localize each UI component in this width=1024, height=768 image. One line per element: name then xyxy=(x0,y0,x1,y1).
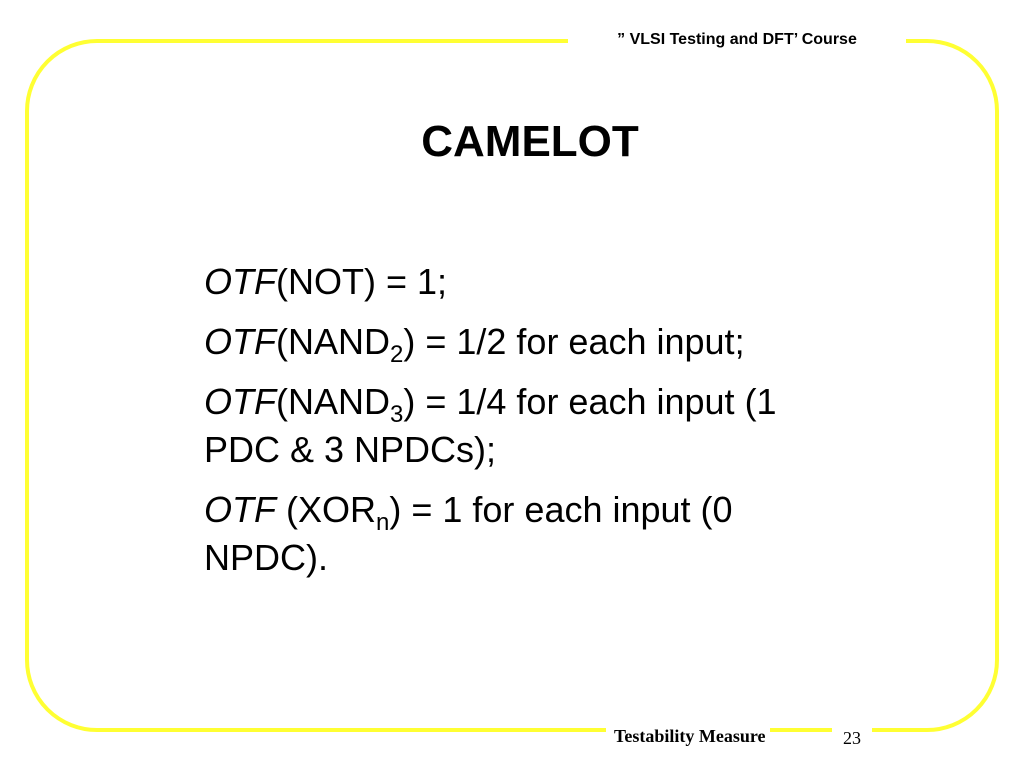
otf-argument: (NAND xyxy=(275,321,390,362)
page-number: 23 xyxy=(832,724,872,752)
otf-result: = 1/4 for each input (1 PDC & 3 NPDCs); xyxy=(204,381,777,470)
otf-argument-close: ) xyxy=(403,321,416,362)
otf-function-name: OTF xyxy=(204,261,276,302)
otf-function-name: OTF xyxy=(204,489,276,530)
otf-subscript: 2 xyxy=(389,341,404,368)
otf-argument: (NAND xyxy=(275,381,390,422)
otf-function-name: OTF xyxy=(204,321,276,362)
otf-argument-close: ) xyxy=(403,381,416,422)
otf-nand3-line xyxy=(204,378,844,474)
otf-argument: (XOR xyxy=(275,489,376,530)
otf-result: = 1/2 for each input; xyxy=(415,321,745,362)
footer-dash xyxy=(818,728,828,732)
otf-result: = 1 for each input (0 NPDC). xyxy=(204,489,733,578)
otf-function-name: OTF xyxy=(204,381,276,422)
course-header: ” VLSI Testing and DFT’ Course xyxy=(568,26,906,54)
slide-body xyxy=(204,258,844,594)
otf-argument: (NOT) xyxy=(275,261,376,302)
slide-title: CAMELOT xyxy=(421,117,639,166)
otf-xor-line xyxy=(204,486,844,582)
otf-subscript: 3 xyxy=(389,401,404,428)
otf-nand2-line xyxy=(204,318,844,366)
otf-not-line xyxy=(204,258,844,306)
footer-section-label: Testability Measure xyxy=(606,723,770,749)
otf-subscript: n xyxy=(376,509,390,536)
otf-result: = 1; xyxy=(375,261,448,302)
otf-argument-close: ) xyxy=(389,489,402,530)
